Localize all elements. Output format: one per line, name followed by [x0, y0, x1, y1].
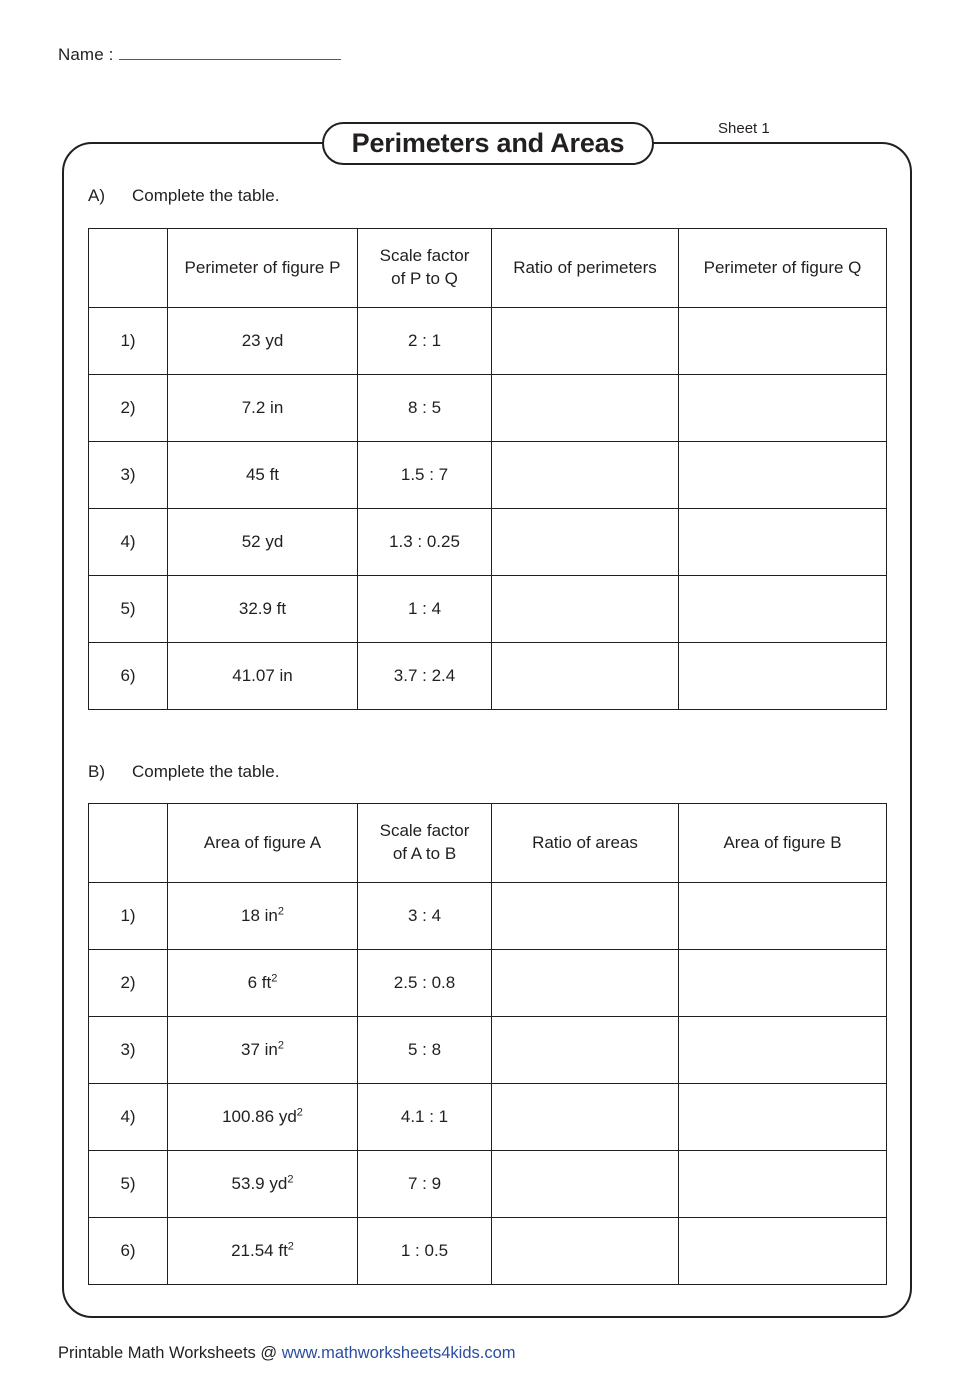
row-value-exponent: 2	[277, 1039, 284, 1052]
table-perimeters	[88, 228, 887, 710]
section-b-letter: B)	[88, 762, 105, 781]
row-ratio-answer[interactable]	[492, 375, 679, 442]
header-ratio: Ratio of areas	[492, 804, 679, 883]
row-scale: 1.5 : 7	[358, 442, 492, 509]
section-a-instruction: Complete the table.	[132, 186, 280, 205]
row-scale: 1.3 : 0.25	[358, 509, 492, 576]
row-value-text: 21.54 ft	[231, 1241, 288, 1260]
header-ratio: Ratio of perimeters	[492, 229, 679, 308]
header-index	[89, 804, 168, 883]
row-value	[168, 1017, 358, 1084]
row-output-answer[interactable]	[679, 1084, 887, 1151]
row-ratio-answer[interactable]	[492, 1084, 679, 1151]
row-value-text: 53.9 yd	[231, 1174, 288, 1193]
header-index	[89, 229, 168, 308]
row-scale: 7 : 9	[358, 1151, 492, 1218]
row-index: 3)	[89, 442, 168, 509]
row-ratio-answer[interactable]	[492, 442, 679, 509]
row-value	[168, 1151, 358, 1218]
row-scale: 5 : 8	[358, 1017, 492, 1084]
table-header-row	[89, 229, 887, 308]
row-ratio-answer[interactable]	[492, 576, 679, 643]
row-ratio-answer[interactable]	[492, 1151, 679, 1218]
row-scale: 3.7 : 2.4	[358, 643, 492, 710]
row-scale: 4.1 : 1	[358, 1084, 492, 1151]
row-value-exponent: 2	[271, 972, 278, 985]
table-row	[89, 1218, 887, 1285]
row-output-answer[interactable]	[679, 643, 887, 710]
row-value: 23 yd	[168, 308, 358, 375]
row-value-exponent: 2	[296, 1106, 303, 1119]
row-output-answer[interactable]	[679, 1017, 887, 1084]
table-row	[89, 375, 887, 442]
row-ratio-answer[interactable]	[492, 308, 679, 375]
row-value-text: 6 ft	[247, 973, 272, 992]
row-output-answer[interactable]	[679, 442, 887, 509]
row-scale: 2.5 : 0.8	[358, 950, 492, 1017]
row-value: 45 ft	[168, 442, 358, 509]
row-value: 32.9 ft	[168, 576, 358, 643]
section-a-letter: A)	[88, 186, 105, 205]
header-scale-line1: Scale factor	[379, 821, 470, 841]
row-value-exponent: 2	[287, 1173, 294, 1186]
section-a-heading	[88, 186, 279, 206]
row-scale: 2 : 1	[358, 308, 492, 375]
worksheet-title-capsule	[322, 122, 654, 165]
table-row	[89, 950, 887, 1017]
row-index: 3)	[89, 1017, 168, 1084]
table-row	[89, 509, 887, 576]
row-index: 4)	[89, 509, 168, 576]
row-value: 7.2 in	[168, 375, 358, 442]
row-ratio-answer[interactable]	[492, 1218, 679, 1285]
row-value	[168, 1218, 358, 1285]
header-scale	[358, 229, 492, 308]
row-value-text: 18 in	[241, 906, 278, 925]
row-output-answer[interactable]	[679, 883, 887, 950]
row-index: 2)	[89, 375, 168, 442]
row-value-text: 100.86 yd	[222, 1107, 297, 1126]
table-row	[89, 643, 887, 710]
header-scale-line2: of P to Q	[391, 269, 458, 288]
table-row	[89, 1017, 887, 1084]
header-scale-line1: Scale factor	[379, 246, 470, 266]
header-value: Area of figure A	[168, 804, 358, 883]
row-scale: 3 : 4	[358, 883, 492, 950]
row-output-answer[interactable]	[679, 576, 887, 643]
row-scale: 1 : 0.5	[358, 1218, 492, 1285]
row-value: 52 yd	[168, 509, 358, 576]
header-scale	[358, 804, 492, 883]
row-value: 41.07 in	[168, 643, 358, 710]
name-label: Name :	[58, 45, 114, 64]
table-row	[89, 308, 887, 375]
header-scale-line2: of A to B	[392, 844, 457, 863]
header-value: Perimeter of figure P	[168, 229, 358, 308]
sheet-number-label: Sheet 1	[712, 120, 776, 137]
row-index: 5)	[89, 576, 168, 643]
row-index: 1)	[89, 308, 168, 375]
row-value-exponent: 2	[287, 1240, 294, 1253]
row-output-answer[interactable]	[679, 950, 887, 1017]
row-ratio-answer[interactable]	[492, 643, 679, 710]
row-value	[168, 883, 358, 950]
name-blank-line[interactable]	[119, 42, 341, 60]
name-field-row	[58, 42, 341, 65]
footer-url[interactable]: www.mathworksheets4kids.com	[281, 1344, 516, 1362]
table-row	[89, 1151, 887, 1218]
row-index: 6)	[89, 1218, 168, 1285]
row-value	[168, 1084, 358, 1151]
table-row	[89, 442, 887, 509]
footer-text: Printable Math Worksheets @	[58, 1344, 282, 1362]
row-ratio-answer[interactable]	[492, 1017, 679, 1084]
section-b-instruction: Complete the table.	[132, 762, 280, 781]
row-output-answer[interactable]	[679, 509, 887, 576]
row-output-answer[interactable]	[679, 375, 887, 442]
row-output-answer[interactable]	[679, 308, 887, 375]
page-title: Perimeters and Areas	[351, 128, 625, 158]
row-value	[168, 950, 358, 1017]
section-b-heading	[88, 762, 279, 782]
row-index: 6)	[89, 643, 168, 710]
table-row	[89, 1084, 887, 1151]
row-ratio-answer[interactable]	[492, 950, 679, 1017]
row-ratio-answer[interactable]	[492, 883, 679, 950]
row-output-answer[interactable]	[679, 1218, 887, 1285]
row-output-answer[interactable]	[679, 1151, 887, 1218]
footer	[58, 1344, 516, 1363]
table-areas	[88, 803, 887, 1285]
row-index: 1)	[89, 883, 168, 950]
table-row	[89, 576, 887, 643]
row-index: 2)	[89, 950, 168, 1017]
row-ratio-answer[interactable]	[492, 509, 679, 576]
row-scale: 8 : 5	[358, 375, 492, 442]
table-header-row	[89, 804, 887, 883]
row-index: 4)	[89, 1084, 168, 1151]
header-output: Area of figure B	[679, 804, 887, 883]
header-output: Perimeter of figure Q	[679, 229, 887, 308]
row-value-text: 37 in	[241, 1040, 278, 1059]
row-value-exponent: 2	[277, 905, 284, 918]
row-index: 5)	[89, 1151, 168, 1218]
table-row	[89, 883, 887, 950]
row-scale: 1 : 4	[358, 576, 492, 643]
